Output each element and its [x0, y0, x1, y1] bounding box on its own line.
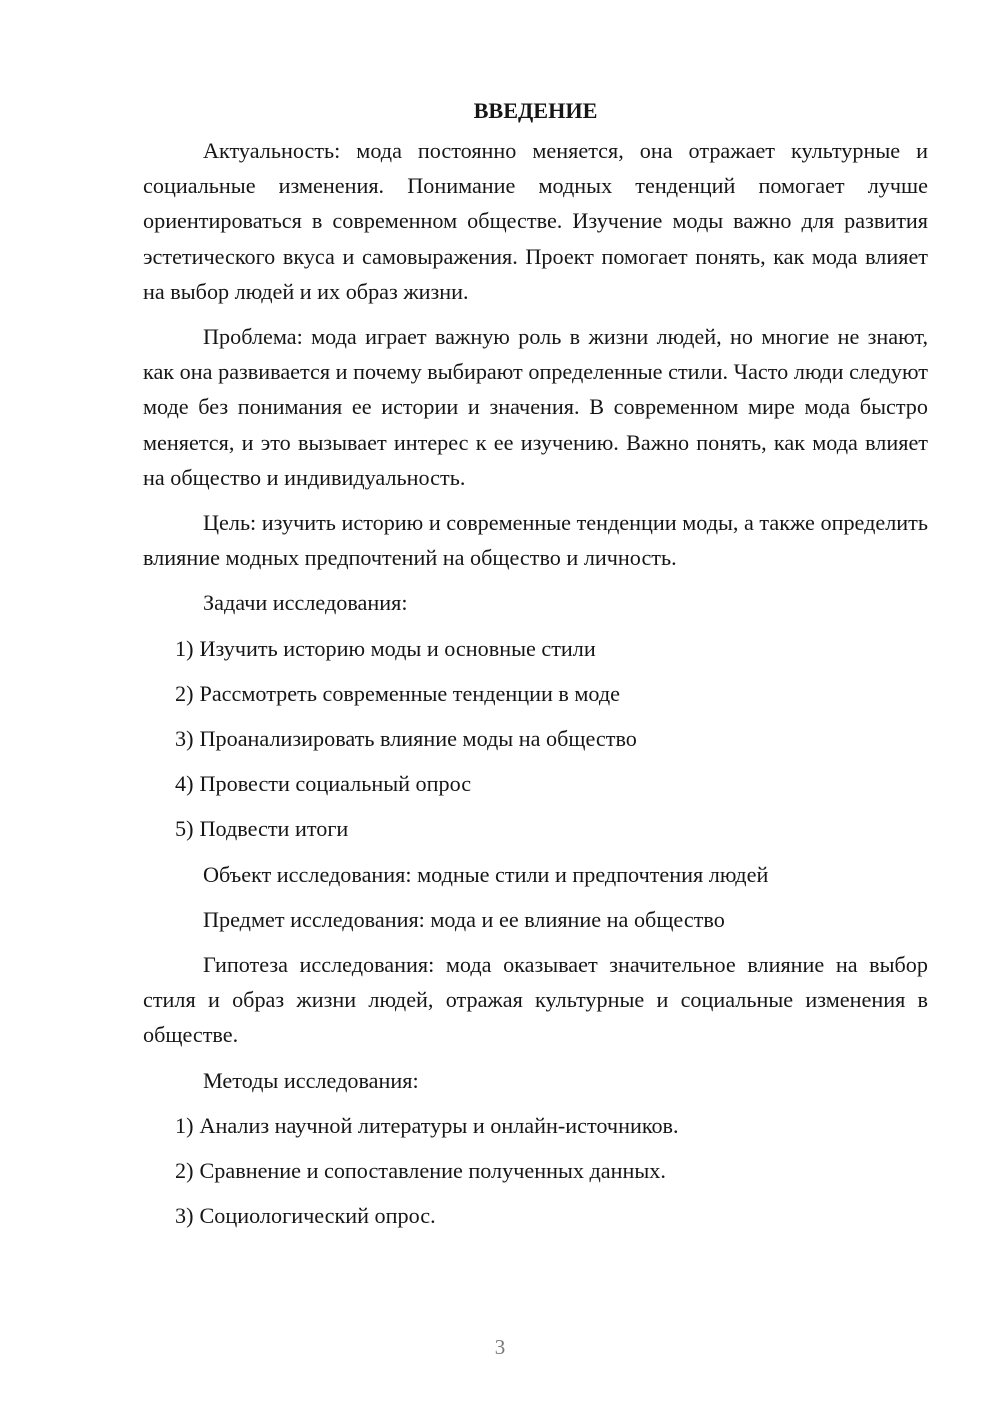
task-item: [143, 721, 928, 756]
task-number: 3): [175, 726, 194, 752]
task-text: Рассмотреть современные тенденции в моде: [199, 680, 621, 706]
method-item: [143, 1198, 928, 1233]
task-item: [143, 811, 928, 846]
method-item: [143, 1153, 928, 1188]
goal-paragraph: Цель: изучить историю и современные тенденции моды, а также определить влияние модных предпочтений на общество и личность.: [143, 510, 928, 571]
method-number: 1): [175, 1112, 194, 1138]
task-number: 1): [175, 635, 194, 661]
task-text: Изучить историю моды и основные стили: [199, 635, 596, 661]
method-number: 2): [175, 1158, 194, 1184]
object-paragraph: Объект исследования: модные стили и предпочтения людей: [203, 861, 769, 887]
subject-paragraph: Предмет исследования: мода и ее влияние на общество: [203, 906, 725, 932]
method-number: 3): [175, 1203, 194, 1229]
page-number: 3: [494, 1335, 506, 1359]
section-title: ВВЕДЕНИЕ: [473, 98, 598, 123]
task-item: [143, 676, 928, 711]
task-number: 5): [175, 816, 194, 842]
method-text: Анализ научной литературы и онлайн-источников.: [199, 1112, 679, 1138]
methods-heading: Методы исследования:: [203, 1067, 419, 1093]
task-item: [143, 766, 928, 801]
tasks-heading: Задачи исследования:: [203, 590, 408, 616]
method-text: Социологический опрос.: [199, 1203, 436, 1229]
hypothesis-paragraph: Гипотеза исследования: мода оказывает значительное влияние на выбор стиля и образ жизни людей, отражая культурные и социальные изменения в обществе.: [143, 952, 928, 1048]
task-text: Подвести итоги: [199, 816, 349, 842]
problem-paragraph: Проблема: мода играет важную роль в жизни людей, но многие не знают, как она развивается и почему выбирают определенные стили. Часто люди следуют моде без понимания ее истории и значения. В современном мире мода быстро меняется, и это вызывает интерес к ее изучению. Важно понять, как мода влияет на общество и индивидуальность.: [143, 324, 928, 490]
method-text: Сравнение и сопоставление полученных данных.: [199, 1158, 666, 1184]
relevance-paragraph: Актуальность: мода постоянно меняется, она отражает культурные и социальные изменения. Понимание модных тенденций помогает лучше ориентироваться в современном обществе. Изучение моды важно для развития эстетического вкуса и самовыражения. Проект помогает понять, как мода влияет на выбор людей и их образ жизни.: [143, 138, 928, 304]
task-text: Провести социальный опрос: [199, 771, 472, 797]
method-item: [143, 1108, 928, 1143]
task-number: 2): [175, 680, 194, 706]
task-number: 4): [175, 771, 194, 797]
task-item: [143, 631, 928, 666]
document-page: [143, 93, 928, 1243]
task-text: Проанализировать влияние моды на общество: [199, 726, 637, 752]
